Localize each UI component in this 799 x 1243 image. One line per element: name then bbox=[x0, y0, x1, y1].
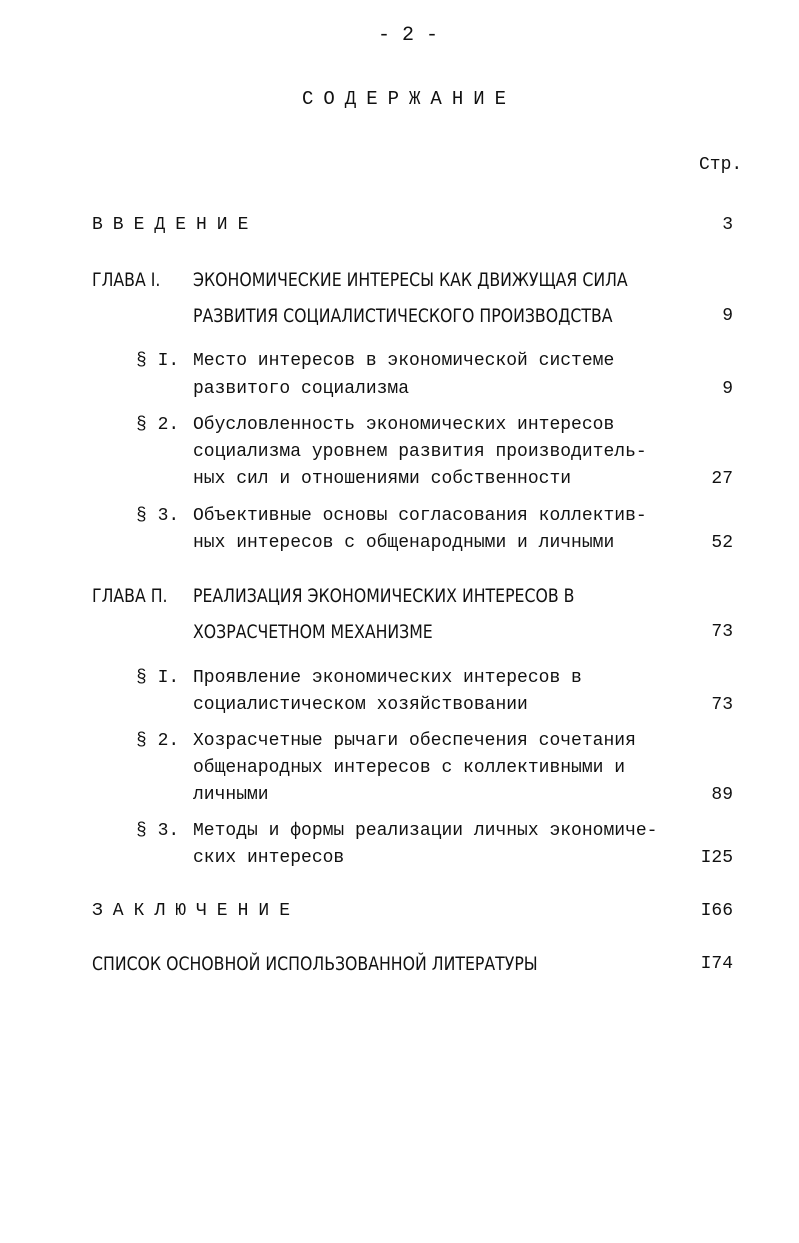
chapter-title-line: РАЗВИТИЯ СОЦИАЛИСТИЧЕСКОГО ПРОИЗВОДСТВА bbox=[193, 305, 613, 327]
section-mark: § 3. bbox=[136, 821, 180, 841]
toc-page: 9 bbox=[722, 306, 733, 326]
section-title-line: ных интересов с общенародными и личными bbox=[193, 533, 615, 553]
section-title-line: развитого социализма bbox=[193, 379, 410, 399]
toc-page: 89 bbox=[711, 785, 733, 805]
section-title-line: ских интересов bbox=[193, 848, 345, 868]
section-mark: § I. bbox=[136, 668, 180, 688]
toc-label: СПИСОК ОСНОВНОЙ ИСПОЛЬЗОВАННОЙ ЛИТЕРАТУРЫ bbox=[92, 953, 538, 975]
section-mark: § 3. bbox=[136, 506, 180, 526]
chapter-title-line: ХОЗРАСЧЕТНОМ МЕХАНИЗМЕ bbox=[193, 621, 433, 643]
section-title-line: Обусловленность экономических интересов bbox=[193, 415, 615, 435]
section-mark: § I. bbox=[136, 351, 180, 371]
chapter-title-line: РЕАЛИЗАЦИЯ ЭКОНОМИЧЕСКИХ ИНТЕРЕСОВ В bbox=[193, 585, 575, 607]
toc-page: 73 bbox=[711, 622, 733, 642]
toc-page: 52 bbox=[711, 533, 733, 553]
page-column-label: Стр. bbox=[699, 155, 743, 175]
section-title-line: Место интересов в экономической системе bbox=[193, 351, 615, 371]
chapter-title-line: ЭКОНОМИЧЕСКИЕ ИНТЕРЕСЫ КАК ДВИЖУЩАЯ СИЛА bbox=[193, 269, 628, 291]
toc-page: I66 bbox=[700, 901, 733, 921]
section-title-line: социализма уровнем развития производитель- bbox=[193, 442, 647, 462]
toc-label: ЗАКЛЮЧЕНИЕ bbox=[92, 901, 301, 921]
page-number: - 2 - bbox=[378, 24, 439, 47]
toc-page: 27 bbox=[711, 469, 733, 489]
chapter-prefix: ГЛАВА I. bbox=[92, 269, 161, 291]
section-title-line: Проявление экономических интересов в bbox=[193, 668, 582, 688]
toc-page: I74 bbox=[700, 954, 733, 974]
section-title-line: личными bbox=[193, 785, 269, 805]
section-title-line: ных сил и отношениями собственности bbox=[193, 469, 572, 489]
section-title-line: Хозрасчетные рычаги обеспечения сочетания bbox=[193, 731, 636, 751]
section-title-line: Методы и формы реализации личных экономиче- bbox=[193, 821, 658, 841]
toc-page: I25 bbox=[700, 848, 733, 868]
toc-label: ВВЕДЕНИЕ bbox=[92, 215, 259, 235]
chapter-prefix: ГЛАВА П. bbox=[92, 585, 168, 607]
section-title-line: общенародных интересов с коллективными и bbox=[193, 758, 626, 778]
toc-page: 9 bbox=[722, 379, 733, 399]
page-title: СОДЕРЖАНИЕ bbox=[302, 88, 517, 110]
section-title-line: социалистическом хозяйствовании bbox=[193, 695, 528, 715]
toc-page: 3 bbox=[722, 215, 733, 235]
section-mark: § 2. bbox=[136, 415, 180, 435]
toc-page: 73 bbox=[711, 695, 733, 715]
section-title-line: Объективные основы согласования коллектив- bbox=[193, 506, 647, 526]
section-mark: § 2. bbox=[136, 731, 180, 751]
